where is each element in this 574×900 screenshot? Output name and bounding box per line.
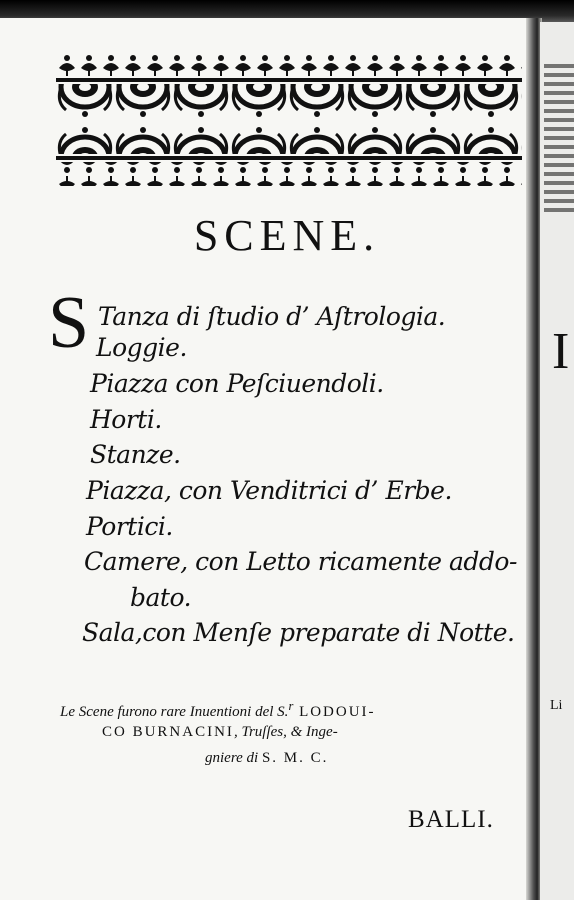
scene-item: Sala,con Menſe preparate di Notte. [82,618,515,647]
facing-page-fragment: Li [550,698,563,713]
credit-text: , Truſſes, & Inge- [233,724,338,740]
page-title: SCENE. [193,211,381,260]
facing-page-initial: I [552,323,570,380]
scene-item: Piazza con Peſciuendoli. [90,369,384,398]
credit-superscript: r [288,699,294,713]
scene-item: Loggie. [96,333,187,362]
decorative-headpiece [56,52,522,186]
scene-item: Camere, con Letto ricamente addo- [84,547,517,576]
scene-item: Tanza di ſtudio d’ Aſtrologia. [98,302,446,331]
credit-name: LODOUI- [293,704,376,720]
credit-text: gniere di [205,750,262,766]
credit-line-3 [205,746,328,770]
credit-name: CO BURNACINI [102,724,234,740]
scene-item: bato. [130,583,192,612]
section-heading-balli: BALLI. [408,806,494,833]
scene-item: Stanze. [90,440,181,469]
credit-line-2 [102,720,338,744]
facing-page-ornament [544,62,574,212]
credit-text: Le Scene furono rare Inuentioni del S. [60,704,289,720]
scene-item: Piazza, con Venditrici d’ Erbe. [86,476,452,505]
credit-name: S. M. C. [261,750,329,766]
scene-item: Horti. [90,405,162,434]
facing-page-edge [540,22,574,900]
drop-cap-letter: S [48,282,90,364]
scene-item: Portici. [86,512,173,541]
